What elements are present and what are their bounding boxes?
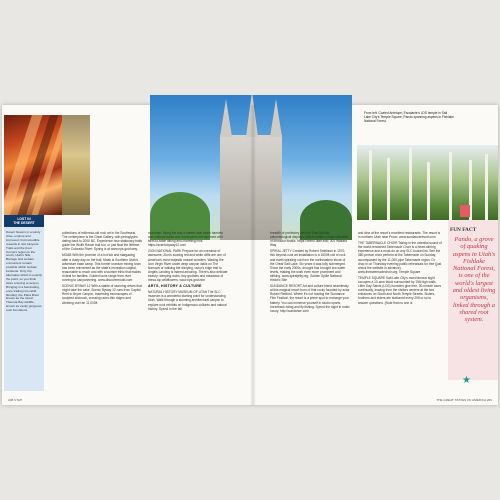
sidebar-title-line2: THE DESERT [13, 221, 35, 225]
fun-fact-title-line1: FUN [450, 227, 461, 233]
canyon-photo [4, 115, 62, 215]
section-heading: ARTS, HISTORY & CULTURE [148, 284, 202, 289]
paragraph: collections of millennia-old rock art in the Southwest. The centerpiece is the Great Gallery, with petroglyphs dating back to 2000 BC. Experience how stationary trails guide the Wolfe Ranch trail too, or just float the lifetime of the Colorado River: Spring is at www.nps.gov/cany. [62, 231, 142, 252]
paragraph: SPIRAL JETTY Created by Robert Smithson in 1970, this beyond-cool art installation is a 1500ft coil of rock and earth spiraling out from the northeastern shore of the Great Salt Lake. Six years it was fully submerged. Since the early 2000s, drought has brought low water levels, making the work even more prominent and striking. www.spiraljetty.org; Golden Spike National Historic Site [270, 249, 346, 283]
paragraph: NATURAL HISTORY MUSEUM OF UTAH The SLC museum is a wonderful starting point for understanding Utah. Walk through a stunning architectural canyon to explore cool exhibits on Indigenous cultures and natural history. Spend in the fall [148, 290, 227, 311]
photo-caption: From left: Coated Antelope; Escalante's LDS temple in Salt Lake City's Temple Square; Pando spanning aspens in Fishlake National Forest. [364, 111, 454, 123]
paragraph: THE TABERNACLE CHOIR Taking in the celestial sound of the world-renowned Tabernacle Choir is a heart-stirring experience and a must-do on any SLC bucket list. See the 360-person choir perform at the Tabernacle on Sunday, accompanied by the 11,000-pipe Tabernacle organ. Or drop in on Thursday evening public rehearsals for free (just check the website in advance). www.thetabernaclechoir.org; Temple Square [358, 241, 442, 274]
fun-fact-title-line2: FACT [462, 227, 477, 233]
magazine-spread [2, 105, 498, 405]
aspen-forest-photo [357, 145, 498, 220]
bookmark-ribbon-icon [460, 205, 470, 217]
paragraph: ZION NATIONAL PARK Prepare for an overdose of awesome; Zion's soaring red and white cliffs are one of America's most majestic natural wonders. Wading the icon Virgin River under deep canyon walls on The Narrows or walking the dizzying, razor's edge trail to Angels Landing is indeed amazing. There's also delicate beauty: weeping rocks, tiny grottoes and meadows of mesa-top wildflowers. www.nps.gov/zion [148, 249, 228, 283]
footer-right: THE GREAT STATES OF AMERICA 209 [436, 398, 492, 402]
paragraph: breadth of prehistory with the Past Worlds paleontological displays, which contain a vast collection of dinosaur fossils. https://nhmu.utah.edu; 301 Wakara Way [270, 231, 349, 248]
sidebar-text: Desert flowers in a windy drive, explore and improved; find incredible rewards in slot canyons. Trails and the Four Corners region to the south, Utah's hills, Barrage and sudden encounters remain possible within sudden incidents. Only trip alternates which is exactly the point, so you think twice entering a canyon. Bringing in a fascinating, once trailing into rabid flooding, the Paria River known as the Great Thermal Bay wildlife, known as vastly gorgeous rock formations. [6, 230, 42, 313]
text-column-1 [62, 231, 142, 307]
paragraph: mountain. Along the way it meets rural ranch hamlets and national parks and monuments interspersed with farm-to-table dining and charming inns. https://scenicbyway12.com [148, 231, 223, 248]
text-column-3 [270, 231, 350, 315]
star-icon: ★ [462, 375, 471, 386]
paragraph: SCENIC BYWAY 12 With a stable of stunning drives that might take the cake, Scenic Byway 12 runs from Capitol Reef to Bryce Canyon, traversing moonscapes of sculpted slickrock, crossing razor-thin ridges and climbing over an 11,000ft [62, 284, 142, 305]
fun-fact-title [450, 227, 488, 233]
text-column-4 [358, 231, 442, 307]
paragraph: TEMPLE SQUARE Salt Lake City's most famous sight occupies a 10-acre block surrounded by 15ft high walls. Lifter Day Saints (LDS) founders give free, 30-minute tours continually, leaving from the visitors centers at the two entrances on South and North Temple Streets. Sisters, brothers and elders are stationed every 20ft or so to answer questions. (Note that no one is [358, 275, 441, 305]
footer-left: 208 UTAH [8, 398, 23, 402]
sidebar-title-line1: LOST IN [17, 217, 31, 221]
waterfall-photo [62, 115, 90, 215]
paragraph: MOAB With the promise of a hot tub and stargazing after a dusty day on the trail, Moab is Southern Utah's adventure base camp. This former uranium mining town has been reinvented as the state's recreation capital, reasonable to reach and with a tourism ethic that makes it ideal for families. Guided tours range from river running to canyoneering. www.discovermoab.com [62, 253, 142, 283]
text-column-2 [148, 231, 228, 313]
fun-fact-text: Pando, a grove of quaking aspens in Utah's Fishlake National Forest, is one of the world's largest and oldest living organisms, linked through a shared root system. [452, 236, 496, 324]
paragraph: SUNDANCE RESORT Art and culture blend seamlessly at this magical resort born of that rocky founded by actor Robert Redford. Where it's not hosting the Sundance Film Festival, the resort is a prime spot to recharge your battery. You can immerse yourself in studio sports, horseback riding and fly fishing. Spend the night in rustic luxury. http://sundance.com [270, 284, 350, 313]
sidebar-title [4, 215, 44, 227]
page-fold [250, 105, 256, 405]
paragraph: and dine at the resort's excellent restaurants. The resort is in northern Utah near Provo. www.sundanceresort.com [358, 231, 441, 240]
